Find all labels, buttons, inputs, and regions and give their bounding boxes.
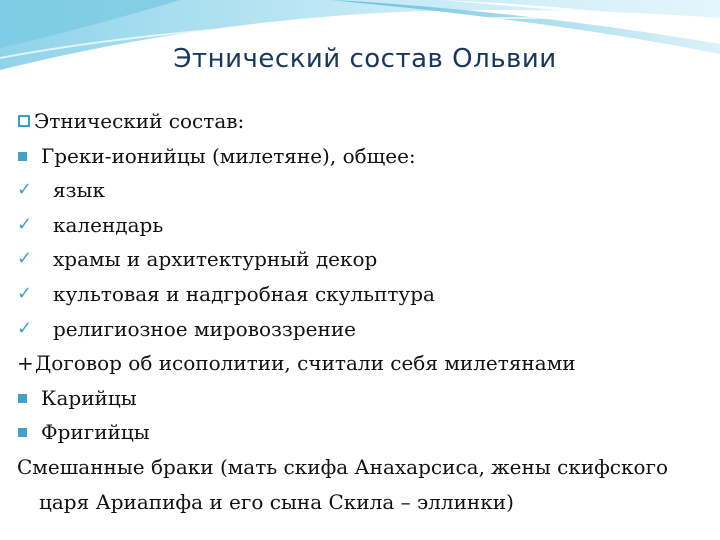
paragraph-text: Смешанные браки (мать скифа Анахарсиса, жены скифского [17, 454, 669, 479]
check-bullet-icon: ✓ [17, 213, 33, 235]
check-bullet-icon: ✓ [17, 248, 33, 270]
list-item-text: Карийцы [41, 385, 137, 410]
list-item-text: культовая и надгробная скульптура [53, 281, 435, 306]
list-item [17, 104, 707, 139]
list-item [17, 415, 707, 450]
list-item [17, 277, 707, 312]
square-bullet-icon [18, 115, 30, 127]
list-item-text: храмы и архитектурный декор [53, 247, 378, 272]
list-item [17, 346, 707, 381]
list-item [17, 208, 707, 243]
list-item-text: Этнический состав: [34, 109, 245, 133]
slide-body [17, 104, 707, 519]
check-bullet-icon: ✓ [17, 179, 33, 201]
list-item-text: Греки-ионийцы (милетяне), общее: [41, 143, 416, 168]
check-bullet-icon: ✓ [17, 317, 33, 339]
list-item-text: Договор об исополитии, считали себя милетянами [35, 351, 576, 376]
list-item-text: язык [53, 178, 105, 203]
plus-sign: + [17, 351, 34, 376]
list-item-text: Фригийцы [41, 420, 150, 445]
list-item-text: календарь [53, 212, 164, 237]
list-item [17, 173, 707, 208]
square-bullet-icon [18, 428, 27, 437]
paragraph-text: царя Ариапифа и его сына Скила – эллинки) [39, 489, 514, 514]
square-bullet-icon [18, 152, 27, 161]
square-bullet-icon [18, 394, 27, 403]
check-bullet-icon: ✓ [17, 282, 33, 304]
paragraph-line [17, 485, 707, 520]
list-item [17, 139, 707, 174]
list-item [17, 312, 707, 347]
slide-title: Этнический состав Ольвии [173, 44, 557, 74]
list-item [17, 381, 707, 416]
list-item [17, 242, 707, 277]
paragraph-line [17, 450, 707, 485]
list-item-text: религиозное мировоззрение [53, 316, 356, 341]
